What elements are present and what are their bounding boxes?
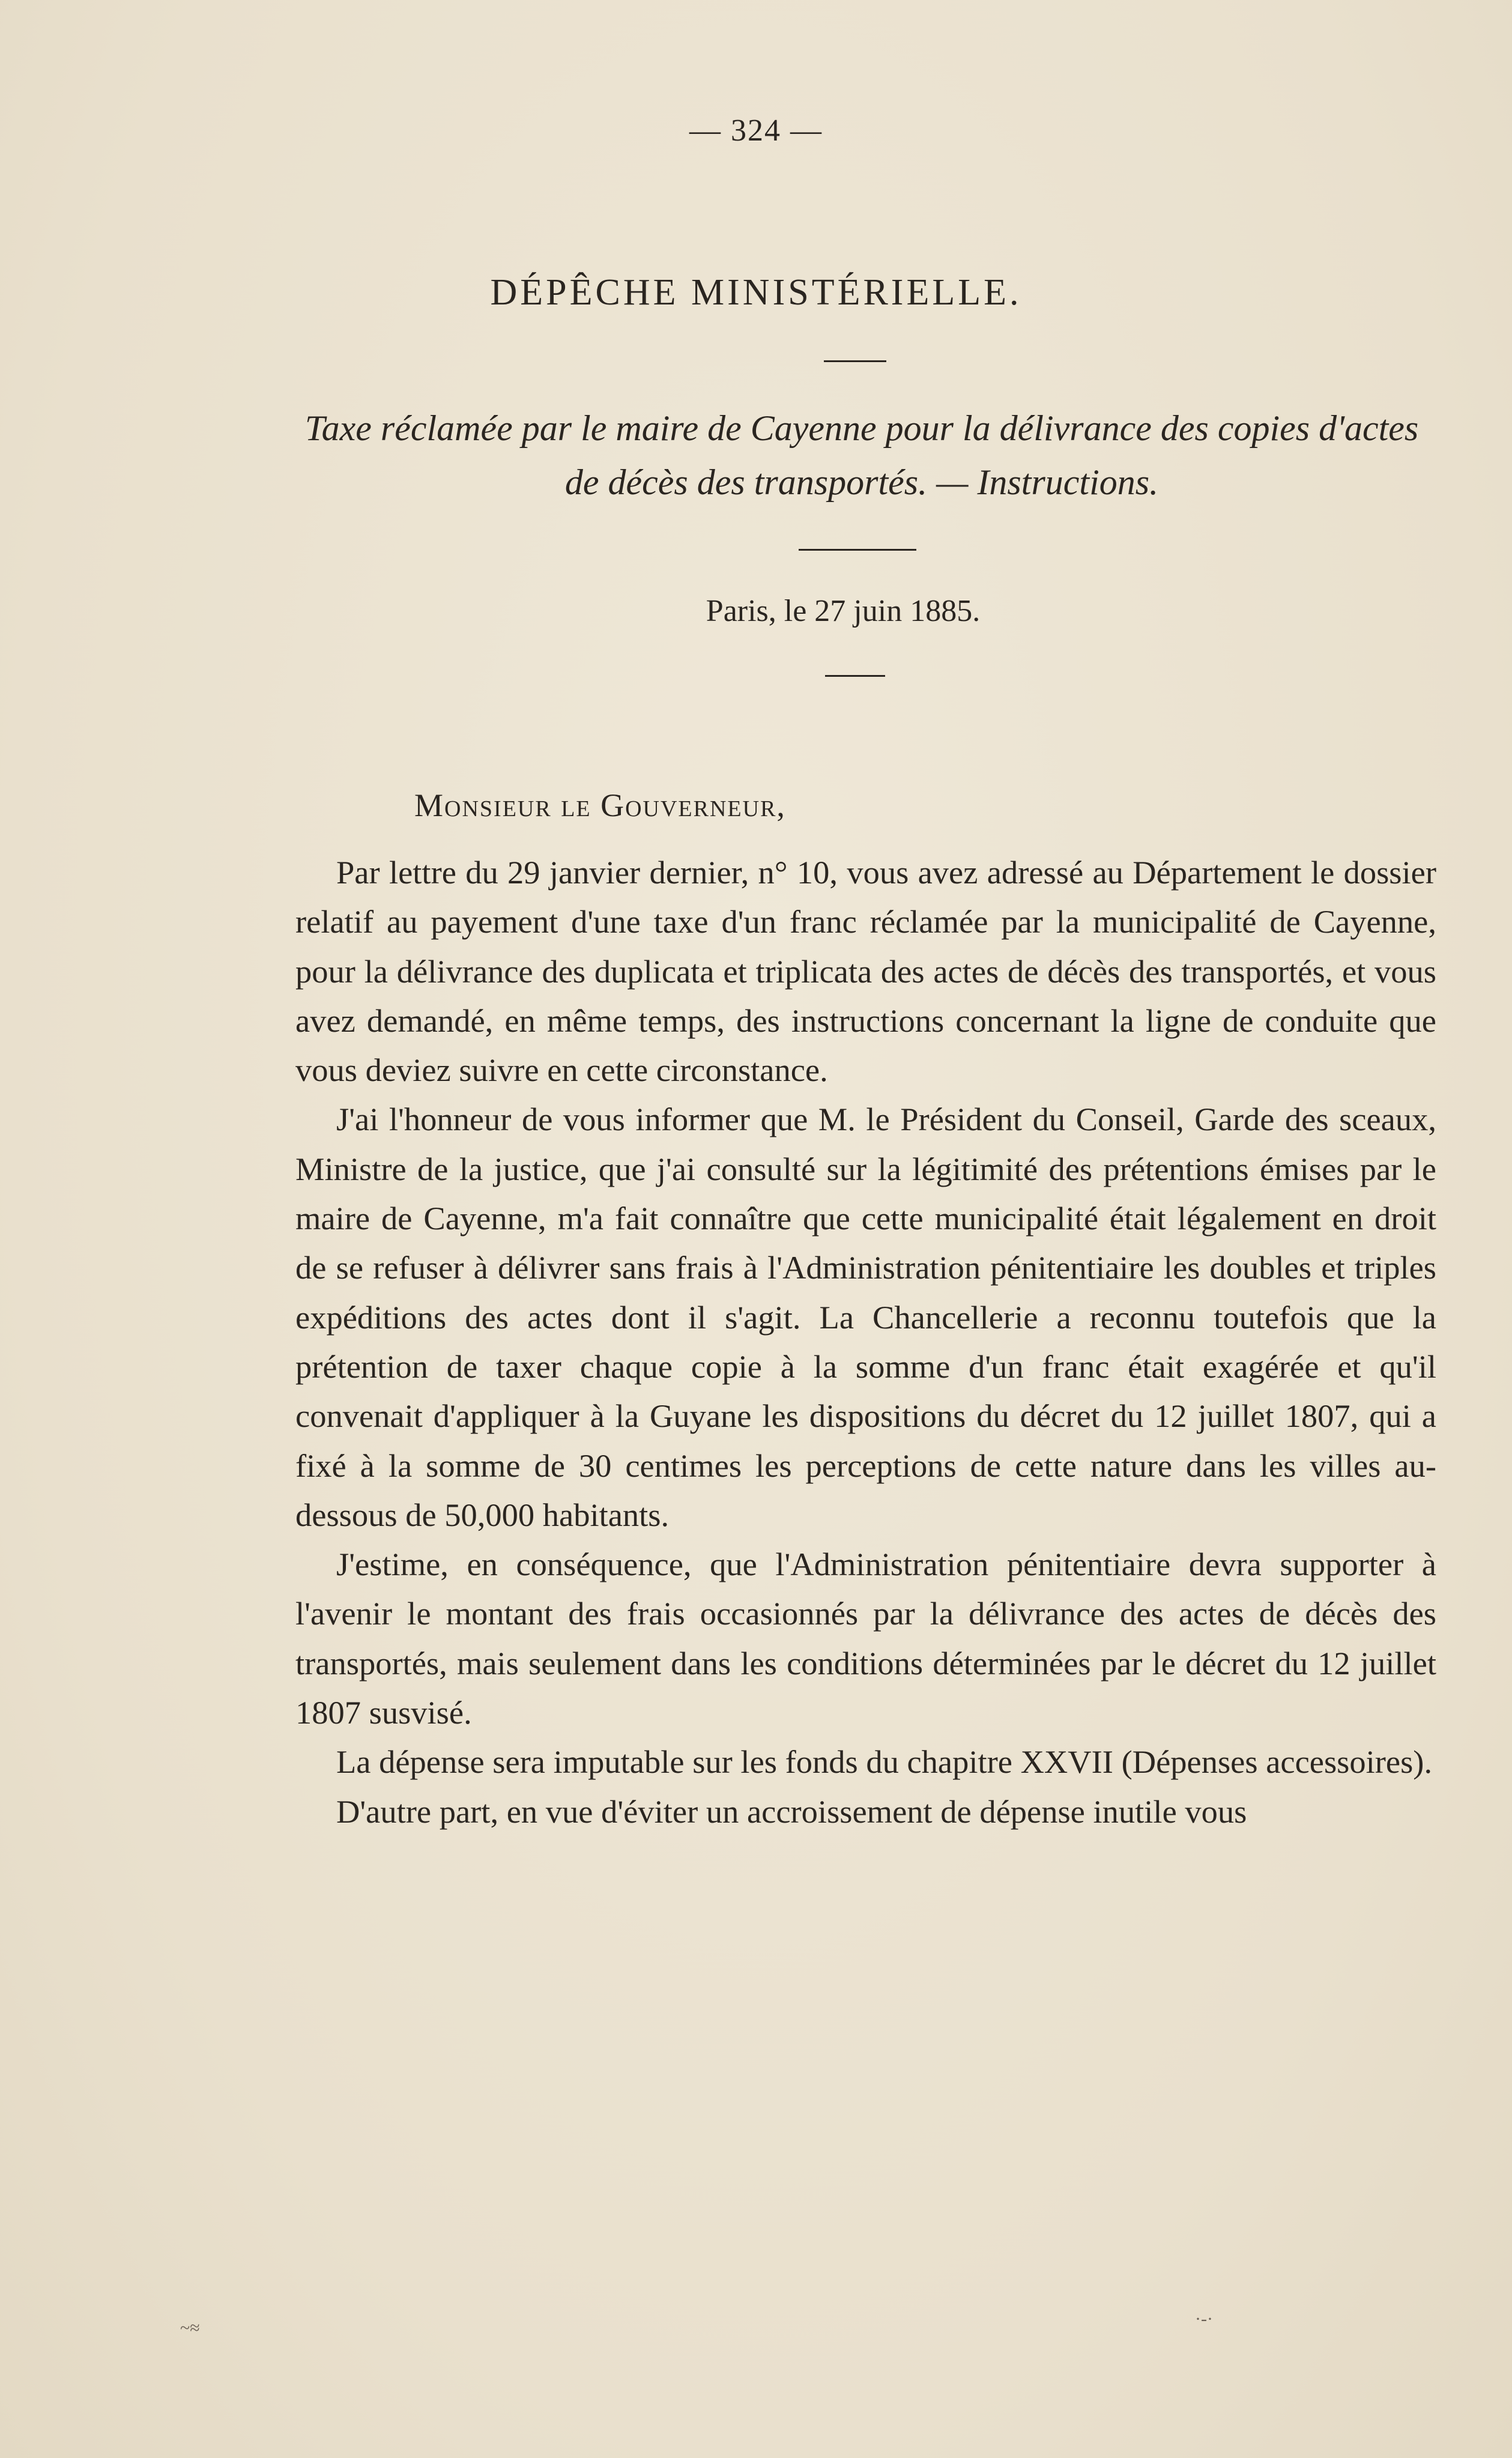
ink-speck: ·-·	[1195, 2309, 1213, 2329]
subtitle-rule	[799, 549, 916, 551]
paragraph: D'autre part, en vue d'éviter un accroissement de dépense inutile vous	[336, 1793, 1247, 1830]
page-number: — 324 —	[689, 114, 823, 148]
dateline-rule	[825, 675, 885, 677]
paragraph: La dépense sera imputable sur les fonds du chapitre XXVII (Dépenses accessoires).	[336, 1743, 1433, 1781]
salutation: Monsieur le Gouverneur,	[414, 787, 786, 823]
document-heading: DÉPÊCHE MINISTÉRIELLE.	[490, 272, 1022, 313]
heading-rule	[824, 360, 886, 362]
ink-speck: ~≈	[180, 2318, 200, 2338]
document-subtitle: Taxe réclamée par le maire de Cayenne pour la délivrance des copies d'actes de décès des transportés. — Instructions.	[304, 408, 1419, 502]
paragraph: J'ai l'honneur de vous informer que M. le Président du Conseil, Garde des sceaux, Ministre de la justice, que j'ai consulté sur la légitimité des prétentions émises par le maire de Cayenne, m'a fait connaître que cette municipalité était légalement en droit de se refuser à délivrer sans frais à l'Administration pénitentiaire les doubles et triples expéditions des actes dont il s'agit. La Chancellerie a reconnu toutefois que la prétention de taxer chaque copie à la somme d'un franc était exagérée et qu'il convenait d'appliquer à la Guyane les dispositions du décret du 12 juillet 1807, qui a fixé à la somme de 30 centimes les perceptions de cette nature dans les villes au-dessous de 50,000 habitants.	[295, 1101, 1436, 1533]
paragraph: J'estime, en conséquence, que l'Administration pénitentiaire devra supporter à l'avenir le montant des frais occasionnés par la délivrance des actes de décès des transportés, mais seulement dans les conditions déterminées par le décret du 12 juillet 1807 susvisé.	[295, 1546, 1436, 1731]
letter-body	[295, 848, 1436, 1836]
paragraph: Par lettre du 29 janvier dernier, n° 10, vous avez adressé au Département le dossier relatif au payement d'une taxe d'un franc réclamée par la municipalité de Cayenne, pour la délivrance des duplicata et triplicata des actes de décès des transportés, et vous avez demandé, en même temps, des instructions concernant la ligne de conduite que vous deviez suivre en cette circonstance.	[295, 854, 1436, 1089]
dateline: Paris, le 27 juin 1885.	[706, 594, 981, 628]
